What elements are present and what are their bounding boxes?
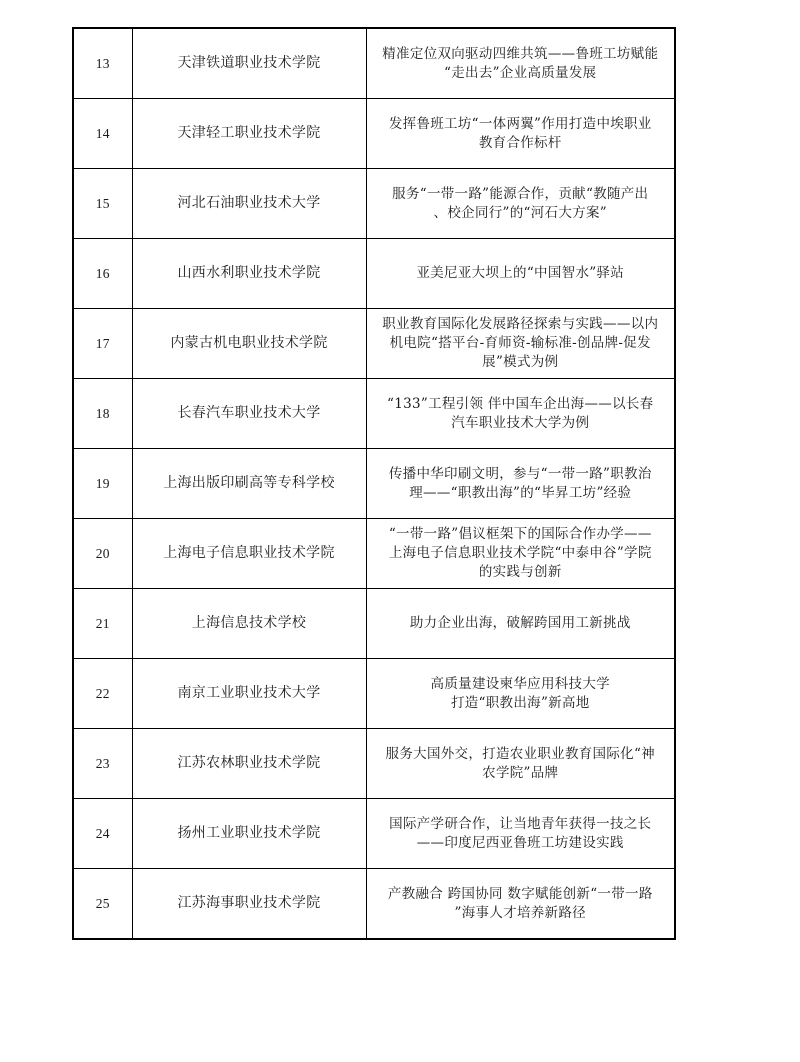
table-row [73, 239, 675, 309]
case-list-table [72, 27, 676, 940]
case-title [366, 589, 675, 659]
table-row [73, 659, 675, 729]
table-row [73, 379, 675, 449]
case-title-line: 展”模式为例 [482, 354, 559, 370]
case-title-line: 发挥鲁班工坊“一体两翼”作用打造中埃职业 [388, 115, 652, 132]
case-title-line: “133”工程引领 伴中国车企出海——以长春 [387, 395, 654, 412]
case-title-line: ”海事人才培养新路径 [454, 904, 586, 921]
row-number: 17 [73, 309, 132, 379]
table-row [73, 729, 675, 799]
case-title-line: 理——“职教出海”的“毕昇工坊”经验 [409, 484, 632, 501]
row-number: 13 [73, 28, 132, 99]
row-number: 16 [73, 239, 132, 309]
case-title [366, 99, 675, 169]
case-title-line: ——印度尼西亚鲁班工坊建设实践 [416, 834, 624, 851]
school-name: 上海信息技术学校 [132, 589, 366, 659]
table-row [73, 449, 675, 519]
case-title-line: 上海电子信息职业技术学院“中泰申谷”学院 [388, 545, 652, 561]
school-name: 山西水利职业技术学院 [132, 239, 366, 309]
case-title-line: 助力企业出海，破解跨国用工新挑战 [409, 615, 631, 631]
case-title [366, 449, 675, 519]
table-row [73, 519, 675, 589]
school-name: 南京工业职业技术大学 [132, 659, 366, 729]
case-title-line: 服务大国外交，打造农业职业教育国际化“神 [385, 745, 655, 762]
case-title [366, 169, 675, 239]
row-number: 21 [73, 589, 132, 659]
row-number: 14 [73, 99, 132, 169]
case-title-line: 职业教育国际化发展路径探索与实践——以内 [382, 316, 659, 332]
row-number: 20 [73, 519, 132, 589]
case-title-line: “走出去”企业高质量发展 [444, 64, 597, 81]
school-name: 江苏海事职业技术学院 [132, 869, 366, 940]
case-title-line: 服务“一带一路”能源合作，贡献“教随产出 [392, 185, 649, 202]
table-row [73, 169, 675, 239]
table-row [73, 28, 675, 99]
row-number: 22 [73, 659, 132, 729]
table-row [73, 589, 675, 659]
table-row [73, 869, 675, 940]
school-name: 上海电子信息职业技术学院 [132, 519, 366, 589]
case-title [366, 28, 675, 99]
school-name: 长春汽车职业技术大学 [132, 379, 366, 449]
case-title-line: 的实践与创新 [478, 564, 562, 580]
case-title-line: 教育合作标杆 [478, 134, 562, 151]
row-number: 23 [73, 729, 132, 799]
row-number: 25 [73, 869, 132, 940]
case-title-line: 汽车职业技术大学为例 [451, 414, 590, 431]
case-title [366, 799, 675, 869]
school-name: 上海出版印刷高等专科学校 [132, 449, 366, 519]
case-title-line: “一带一路”倡议框架下的国际合作办学—— [388, 526, 652, 542]
row-number: 19 [73, 449, 132, 519]
case-title [366, 239, 675, 309]
school-name: 河北石油职业技术大学 [132, 169, 366, 239]
table-row [73, 799, 675, 869]
school-name: 内蒙古机电职业技术学院 [132, 309, 366, 379]
case-title [366, 869, 675, 940]
school-name: 天津轻工职业技术学院 [132, 99, 366, 169]
row-number: 24 [73, 799, 132, 869]
case-title-line: 打造“职教出海”新高地 [450, 694, 590, 711]
case-title-line: 传播中华印刷文明，参与“一带一路”职教治 [388, 465, 652, 482]
case-title-line: 机电院“搭平台-育师资-输标准-创品牌-促发 [389, 335, 651, 351]
case-title-line: 精准定位双向驱动四维共筑——鲁班工坊赋能 [382, 45, 659, 62]
case-title [366, 309, 675, 379]
case-title [366, 659, 675, 729]
table-body [73, 28, 675, 939]
case-title-line: 亚美尼亚大坝上的“中国智水”驿站 [416, 265, 625, 281]
case-title-line: 、校企同行”的“河石大方案” [433, 204, 607, 221]
case-title-line: 高质量建设柬华应用科技大学 [430, 675, 610, 692]
case-title-line: 产教融合 跨国协同 数字赋能创新“一带一路 [387, 885, 653, 902]
case-title [366, 729, 675, 799]
case-title-line: 国际产学研合作，让当地青年获得一技之长 [389, 815, 652, 832]
school-name: 扬州工业职业技术学院 [132, 799, 366, 869]
table-row [73, 309, 675, 379]
row-number: 18 [73, 379, 132, 449]
table-row [73, 99, 675, 169]
case-title-line: 农学院”品牌 [482, 764, 559, 781]
school-name: 天津铁道职业技术学院 [132, 28, 366, 99]
row-number: 15 [73, 169, 132, 239]
school-name: 江苏农林职业技术学院 [132, 729, 366, 799]
case-title [366, 379, 675, 449]
case-title [366, 519, 675, 589]
